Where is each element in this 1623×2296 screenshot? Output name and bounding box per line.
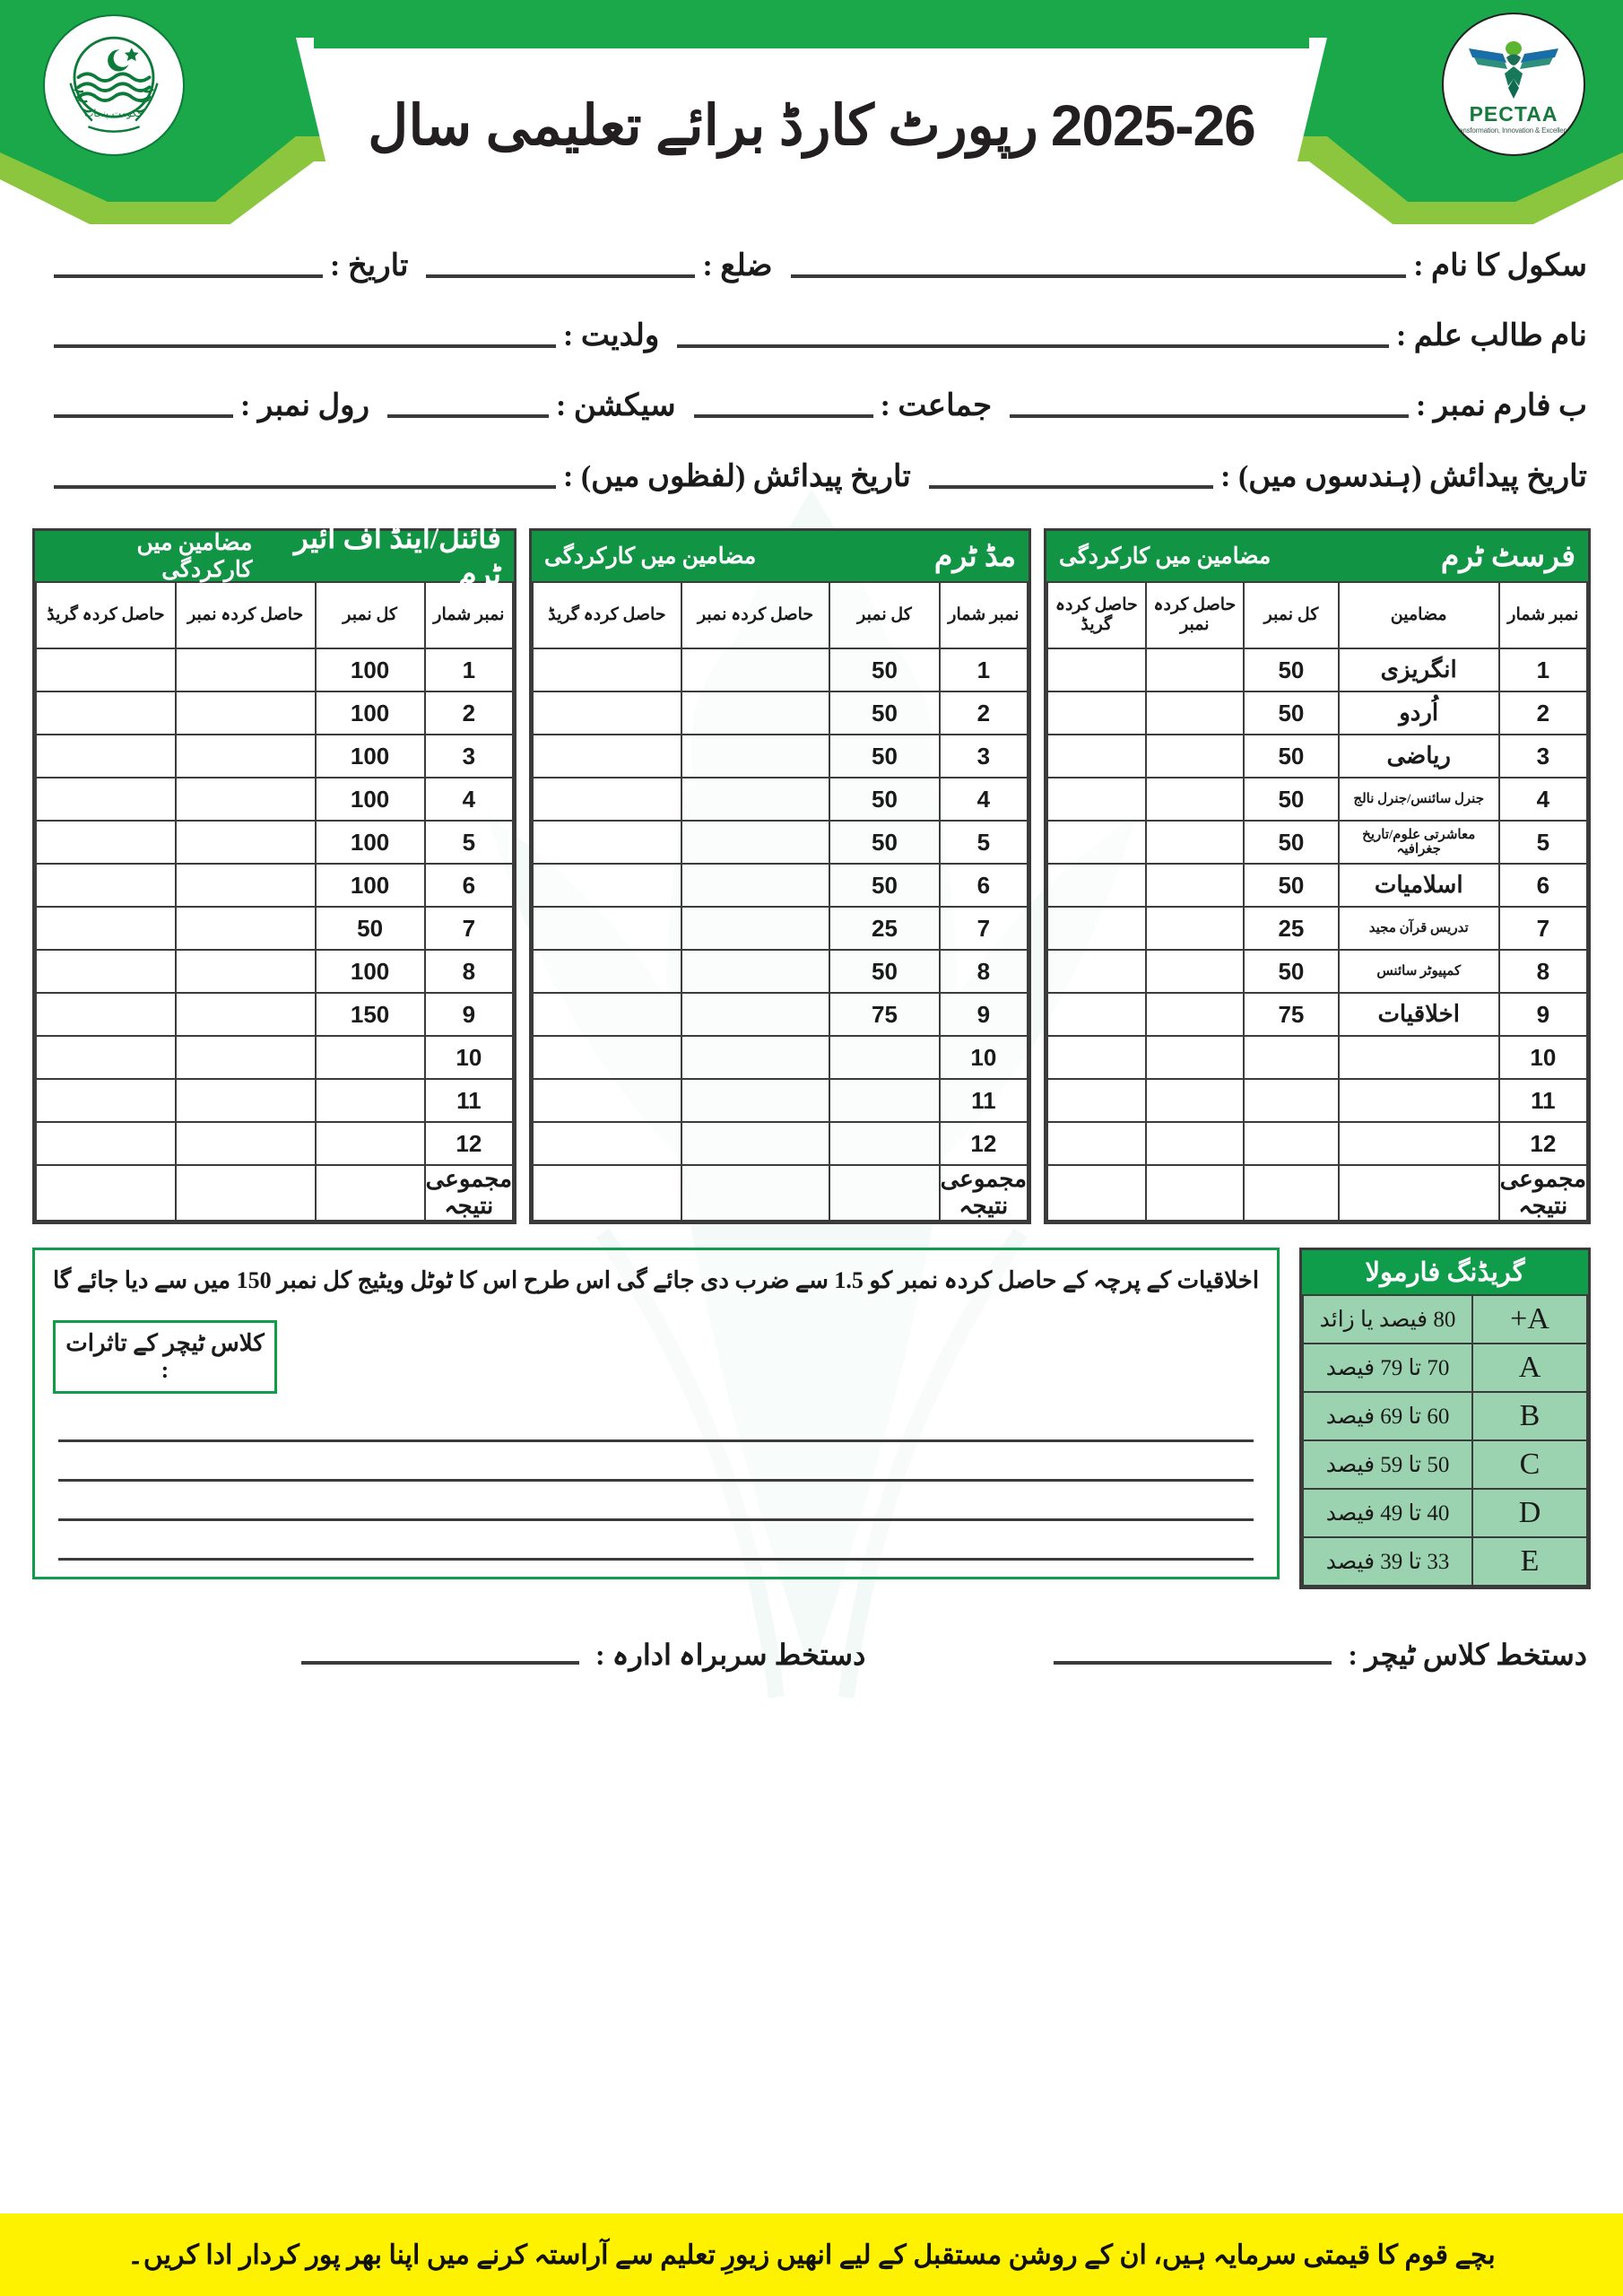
obtained-marks-cell[interactable] bbox=[1146, 1036, 1245, 1079]
obtained-marks-cell[interactable] bbox=[681, 864, 830, 907]
overall-result-row bbox=[533, 1165, 1028, 1221]
obtained-grade-cell[interactable] bbox=[36, 993, 176, 1036]
school-name-label: سکول کا نام : bbox=[1413, 249, 1587, 283]
bform-number-input[interactable] bbox=[1010, 414, 1409, 418]
table-row: 8 50 bbox=[533, 950, 1028, 993]
table-row: 5 50 bbox=[533, 821, 1028, 864]
result-subject-cell bbox=[1339, 1165, 1499, 1221]
obtained-grade-cell[interactable] bbox=[533, 907, 681, 950]
result-grade-cell[interactable] bbox=[1047, 1165, 1146, 1221]
table-row: 9 75 bbox=[533, 993, 1028, 1036]
class-label: جماعت : bbox=[880, 389, 993, 422]
remarks-line[interactable] bbox=[58, 1482, 1254, 1521]
grade-row: C 50 تا 59 فیصد bbox=[1303, 1440, 1587, 1489]
page-header bbox=[0, 0, 1623, 224]
table-row: 5 معاشرتی علوم/تاریخ جغرافیہ 50 bbox=[1047, 821, 1587, 864]
remarks-line[interactable] bbox=[58, 1521, 1254, 1561]
obtained-marks-cell[interactable] bbox=[1146, 907, 1245, 950]
form-row-school bbox=[36, 248, 1587, 283]
mid-term-header bbox=[532, 531, 1028, 581]
final-term-table bbox=[32, 523, 516, 1224]
dob-words-input[interactable] bbox=[54, 485, 556, 489]
section-input[interactable] bbox=[387, 414, 549, 418]
page-title bbox=[296, 54, 1327, 197]
table-row: 9 150 bbox=[36, 993, 513, 1036]
overall-result-row bbox=[36, 1165, 513, 1221]
subject-cell[interactable] bbox=[1339, 1036, 1499, 1079]
total-marks-cell[interactable] bbox=[316, 1122, 425, 1165]
final-term-subheading: مضامین میں کارکردگی bbox=[136, 531, 253, 582]
obtained-grade-cell[interactable] bbox=[1047, 821, 1146, 864]
date-input[interactable] bbox=[54, 274, 323, 278]
obtained-grade-cell[interactable] bbox=[533, 821, 681, 864]
result-total-cell[interactable] bbox=[1244, 1165, 1339, 1221]
obtained-marks-cell[interactable] bbox=[681, 1079, 830, 1122]
obtained-marks-cell[interactable] bbox=[1146, 1122, 1245, 1165]
table-row: 7 25 bbox=[533, 907, 1028, 950]
obtained-grade-cell[interactable] bbox=[1047, 1036, 1146, 1079]
remarks-line[interactable] bbox=[58, 1403, 1254, 1442]
obtained-grade-cell[interactable] bbox=[1047, 907, 1146, 950]
obtained-marks-cell[interactable] bbox=[176, 821, 316, 864]
remarks-line[interactable] bbox=[58, 1442, 1254, 1482]
class-teacher-signature-line[interactable] bbox=[1054, 1661, 1332, 1665]
obtained-grade-cell[interactable] bbox=[36, 821, 176, 864]
table-row: 2 100 bbox=[36, 691, 513, 735]
obtained-grade-cell[interactable] bbox=[1047, 864, 1146, 907]
table-row: 1 50 bbox=[533, 648, 1028, 691]
student-information-form bbox=[36, 248, 1587, 494]
first-term-subheading: مضامین میں کارکردگی bbox=[1059, 544, 1271, 569]
first-term-header bbox=[1046, 531, 1588, 581]
header-accent-bar bbox=[314, 38, 1309, 48]
school-name-input[interactable] bbox=[791, 274, 1407, 278]
pectaa-bird-icon bbox=[1465, 34, 1562, 100]
first-term-table bbox=[1044, 528, 1591, 1224]
obtained-marks-cell[interactable] bbox=[681, 1122, 830, 1165]
result-grade-cell[interactable] bbox=[36, 1165, 176, 1221]
pectaa-wordmark: PECTAA bbox=[1469, 102, 1558, 126]
obtained-grade-cell[interactable] bbox=[36, 778, 176, 821]
col-obtained-grade: حاصل کردہ گریڈ bbox=[533, 582, 681, 648]
table-row: 1 انگریزی 50 bbox=[1047, 648, 1587, 691]
mid-term-subheading: مضامین میں کارکردگی bbox=[544, 544, 757, 569]
obtained-grade-cell[interactable] bbox=[533, 993, 681, 1036]
total-marks-cell[interactable] bbox=[1244, 1036, 1339, 1079]
total-marks-cell[interactable] bbox=[1244, 1122, 1339, 1165]
col-obtained-marks: حاصل کردہ نمبر bbox=[1146, 582, 1245, 648]
table-row: 7 50 bbox=[36, 907, 513, 950]
obtained-marks-cell[interactable] bbox=[681, 950, 830, 993]
col-total-marks: کل نمبر bbox=[1244, 582, 1339, 648]
student-name-label: نام طالب علم : bbox=[1395, 319, 1587, 352]
table-row: 4 100 bbox=[36, 778, 513, 821]
head-of-institution-signature-line[interactable] bbox=[301, 1661, 579, 1665]
dob-digits-input[interactable] bbox=[929, 485, 1213, 489]
obtained-marks-cell[interactable] bbox=[681, 1036, 830, 1079]
obtained-grade-cell[interactable] bbox=[1047, 691, 1146, 735]
obtained-grade-cell[interactable] bbox=[36, 907, 176, 950]
class-teacher-signature bbox=[1054, 1638, 1587, 1672]
obtained-marks-cell[interactable] bbox=[176, 691, 316, 735]
table-row: 12 bbox=[533, 1122, 1028, 1165]
first-term-column-headers bbox=[1047, 582, 1587, 648]
table-row: 5 100 bbox=[36, 821, 513, 864]
obtained-grade-cell[interactable] bbox=[36, 864, 176, 907]
teacher-remarks-panel bbox=[32, 1248, 1280, 1579]
col-sr: نمبر شمار bbox=[425, 582, 513, 648]
total-marks-cell[interactable] bbox=[829, 1036, 939, 1079]
final-term-column-headers bbox=[36, 582, 513, 648]
pectaa-logo bbox=[1442, 13, 1585, 156]
obtained-marks-cell[interactable] bbox=[681, 778, 830, 821]
table-row: 11 bbox=[1047, 1079, 1587, 1122]
obtained-marks-cell[interactable] bbox=[681, 691, 830, 735]
obtained-marks-cell[interactable] bbox=[176, 864, 316, 907]
total-marks-cell[interactable] bbox=[1244, 1079, 1339, 1122]
obtained-marks-cell[interactable] bbox=[1146, 648, 1245, 691]
obtained-grade-cell[interactable] bbox=[533, 691, 681, 735]
table-row: 11 bbox=[36, 1079, 513, 1122]
table-row: 6 100 bbox=[36, 864, 513, 907]
table-row: 8 100 bbox=[36, 950, 513, 993]
grade-row: A 70 تا 79 فیصد bbox=[1303, 1344, 1587, 1392]
result-obtained-cell[interactable] bbox=[176, 1165, 316, 1221]
student-name-input[interactable] bbox=[677, 344, 1389, 348]
table-row: 4 جنرل سائنس/جنرل نالج 50 bbox=[1047, 778, 1587, 821]
form-row-enrollment bbox=[36, 387, 1587, 423]
obtained-grade-cell[interactable] bbox=[36, 1079, 176, 1122]
obtained-marks-cell[interactable] bbox=[1146, 864, 1245, 907]
grade-row: D 40 تا 49 فیصد bbox=[1303, 1489, 1587, 1537]
obtained-grade-cell[interactable] bbox=[36, 735, 176, 778]
pectaa-tagline: Transformation, Innovation & Excellence bbox=[1453, 126, 1575, 135]
obtained-grade-cell[interactable] bbox=[533, 1122, 681, 1165]
punjab-crest-icon bbox=[55, 26, 173, 144]
father-name-input[interactable] bbox=[54, 344, 556, 348]
col-total-marks: کل نمبر bbox=[829, 582, 939, 648]
obtained-marks-cell[interactable] bbox=[681, 993, 830, 1036]
mid-term-column-headers bbox=[533, 582, 1028, 648]
overall-result-label: مجموعی نتیجہ bbox=[1499, 1166, 1586, 1219]
district-label: ضلع : bbox=[702, 249, 773, 283]
table-row: 4 50 bbox=[533, 778, 1028, 821]
result-obtained-cell[interactable] bbox=[1146, 1165, 1245, 1221]
obtained-grade-cell[interactable] bbox=[36, 1036, 176, 1079]
footer-message-banner bbox=[0, 2213, 1623, 2296]
obtained-marks-cell[interactable] bbox=[176, 907, 316, 950]
table-row: 9 اخلاقیات 75 bbox=[1047, 993, 1587, 1036]
form-row-dob bbox=[36, 457, 1587, 494]
table-row: 1 100 bbox=[36, 648, 513, 691]
obtained-grade-cell[interactable] bbox=[1047, 993, 1146, 1036]
obtained-grade-cell[interactable] bbox=[1047, 735, 1146, 778]
grade-row: B 60 تا 69 فیصد bbox=[1303, 1392, 1587, 1440]
obtained-grade-cell[interactable] bbox=[36, 691, 176, 735]
obtained-marks-cell[interactable] bbox=[1146, 993, 1245, 1036]
table-row: 10 bbox=[533, 1036, 1028, 1079]
table-row: 10 bbox=[36, 1036, 513, 1079]
bform-number-label: ب فارم نمبر : bbox=[1415, 389, 1587, 422]
total-marks-cell[interactable] bbox=[316, 1036, 425, 1079]
table-row: 12 bbox=[36, 1122, 513, 1165]
obtained-grade-cell[interactable] bbox=[36, 1122, 176, 1165]
obtained-grade-cell[interactable] bbox=[1047, 778, 1146, 821]
table-row: 10 bbox=[1047, 1036, 1587, 1079]
table-row: 3 ریاضی 50 bbox=[1047, 735, 1587, 778]
mid-term-title: مڈ ٹرم bbox=[933, 541, 1016, 573]
obtained-marks-cell[interactable] bbox=[176, 1122, 316, 1165]
obtained-marks-cell[interactable] bbox=[681, 821, 830, 864]
class-teacher-remarks-label: کلاس ٹیچر کے تاثرات : bbox=[53, 1320, 277, 1394]
table-row: 3 50 bbox=[533, 735, 1028, 778]
obtained-marks-cell[interactable] bbox=[681, 907, 830, 950]
akhlaqiyat-weightage-note: اخلاقیات کے پرچہ کے حاصل کردہ نمبر کو 1.5 سے ضرب دی جائے گی اس طرح اس کا ٹوٹل ویٹیج کل نمبر 150 میں سے دیا جائے گا bbox=[53, 1267, 1260, 1293]
remarks-writing-lines bbox=[53, 1394, 1259, 1561]
grade-row: A+ 80 فیصد یا زائد bbox=[1303, 1295, 1587, 1344]
subject-cell[interactable] bbox=[1339, 1122, 1499, 1165]
roll-number-label: رول نمبر : bbox=[240, 389, 370, 422]
obtained-marks-cell[interactable] bbox=[1146, 821, 1245, 864]
obtained-grade-cell[interactable] bbox=[533, 1079, 681, 1122]
obtained-marks-cell[interactable] bbox=[1146, 691, 1245, 735]
obtained-marks-cell[interactable] bbox=[1146, 950, 1245, 993]
obtained-grade-cell[interactable] bbox=[1047, 950, 1146, 993]
obtained-marks-cell[interactable] bbox=[1146, 1079, 1245, 1122]
obtained-marks-cell[interactable] bbox=[176, 735, 316, 778]
table-row: 2 اُردو 50 bbox=[1047, 691, 1587, 735]
head-of-institution-signature bbox=[301, 1638, 865, 1672]
overall-result-row bbox=[1047, 1165, 1587, 1221]
final-term-header bbox=[35, 523, 514, 591]
lower-section bbox=[32, 1248, 1591, 1589]
class-input[interactable] bbox=[694, 414, 873, 418]
page-title-text: رپورٹ کارڈ برائے تعلیمی سال bbox=[368, 96, 1038, 157]
obtained-grade-cell[interactable] bbox=[533, 864, 681, 907]
table-row: 7 تدریس قرآن مجید 25 bbox=[1047, 907, 1587, 950]
table-row: 6 اسلامیات 50 bbox=[1047, 864, 1587, 907]
result-obtained-cell[interactable] bbox=[681, 1165, 830, 1221]
dob-digits-label: تاریخ پیدائش (ہندسوں میں) : bbox=[1220, 460, 1587, 493]
first-term-title: فرسٹ ٹرم bbox=[1440, 541, 1575, 573]
table-row: 3 100 bbox=[36, 735, 513, 778]
col-sr: نمبر شمار bbox=[940, 582, 1028, 648]
col-total-marks: کل نمبر bbox=[316, 582, 425, 648]
obtained-grade-cell[interactable] bbox=[36, 950, 176, 993]
grading-formula-title: گریڈنگ فارمولا bbox=[1302, 1250, 1588, 1294]
result-total-cell[interactable] bbox=[316, 1165, 425, 1221]
table-row: 11 bbox=[533, 1079, 1028, 1122]
obtained-marks-cell[interactable] bbox=[1146, 778, 1245, 821]
term-marks-tables bbox=[32, 523, 1591, 1224]
obtained-grade-cell[interactable] bbox=[533, 735, 681, 778]
obtained-grade-cell[interactable] bbox=[533, 778, 681, 821]
class-teacher-signature-label: دستخط کلاس ٹیچر : bbox=[1348, 1639, 1587, 1671]
obtained-marks-cell[interactable] bbox=[1146, 735, 1245, 778]
col-obtained-grade: حاصل کردہ گریڈ bbox=[36, 582, 176, 648]
obtained-grade-cell[interactable] bbox=[533, 950, 681, 993]
total-marks-cell[interactable] bbox=[829, 1122, 939, 1165]
obtained-grade-cell[interactable] bbox=[533, 1036, 681, 1079]
obtained-marks-cell[interactable] bbox=[176, 778, 316, 821]
government-of-punjab-emblem bbox=[43, 14, 185, 156]
dob-words-label: تاریخ پیدائش (لفظوں میں) : bbox=[563, 460, 911, 493]
result-total-cell[interactable] bbox=[829, 1165, 939, 1221]
final-term-title: فائنل/اینڈ آف ائیر ٹرم bbox=[293, 523, 501, 591]
subject-cell[interactable] bbox=[1339, 1079, 1499, 1122]
total-marks-cell[interactable] bbox=[829, 1079, 939, 1122]
section-label: سیکشن : bbox=[556, 389, 676, 422]
overall-result-label: مجموعی نتیجہ bbox=[940, 1166, 1027, 1219]
svg-text:حکومت پنجاب: حکومت پنجاب bbox=[84, 108, 143, 120]
overall-result-label: مجموعی نتیجہ bbox=[425, 1166, 512, 1219]
obtained-marks-cell[interactable] bbox=[176, 1079, 316, 1122]
footer-message-text: بچے قوم کا قیمتی سرمایہ ہیں، ان کے روشن مستقبل کے لیے انھیں زیورِ تعلیم سے آراستہ کرنے میں اپنا بھر پور کردار ادا کریں۔ bbox=[127, 2239, 1496, 2270]
col-obtained-grade: حاصل کردہ گریڈ bbox=[1047, 582, 1146, 648]
form-row-student bbox=[36, 317, 1587, 353]
table-row: 6 50 bbox=[533, 864, 1028, 907]
district-input[interactable] bbox=[426, 274, 695, 278]
obtained-grade-cell[interactable] bbox=[36, 648, 176, 691]
obtained-marks-cell[interactable] bbox=[176, 1036, 316, 1079]
head-of-institution-signature-label: دستخط سربراہ ادارہ : bbox=[595, 1639, 866, 1671]
date-label: تاریخ : bbox=[330, 249, 409, 283]
col-obtained-marks: حاصل کردہ نمبر bbox=[681, 582, 830, 648]
table-row: 2 50 bbox=[533, 691, 1028, 735]
academic-year: 2025-26 bbox=[1050, 93, 1255, 158]
grading-formula-table bbox=[1299, 1248, 1591, 1589]
grade-row: E 33 تا 39 فیصد bbox=[1303, 1537, 1587, 1586]
table-row: 12 bbox=[1047, 1122, 1587, 1165]
obtained-grade-cell[interactable] bbox=[1047, 1079, 1146, 1122]
table-row: 8 کمپیوٹر سائنس 50 bbox=[1047, 950, 1587, 993]
col-sr: نمبر شمار bbox=[1499, 582, 1587, 648]
obtained-marks-cell[interactable] bbox=[176, 950, 316, 993]
roll-number-input[interactable] bbox=[54, 414, 233, 418]
obtained-marks-cell[interactable] bbox=[681, 648, 830, 691]
col-subject: مضامین bbox=[1339, 582, 1499, 648]
signature-section bbox=[36, 1638, 1587, 1672]
result-grade-cell[interactable] bbox=[533, 1165, 681, 1221]
obtained-grade-cell[interactable] bbox=[1047, 1122, 1146, 1165]
total-marks-cell[interactable] bbox=[316, 1079, 425, 1122]
obtained-marks-cell[interactable] bbox=[176, 648, 316, 691]
mid-term-table bbox=[529, 528, 1031, 1224]
obtained-marks-cell[interactable] bbox=[681, 735, 830, 778]
col-obtained-marks: حاصل کردہ نمبر bbox=[176, 582, 316, 648]
obtained-grade-cell[interactable] bbox=[1047, 648, 1146, 691]
father-name-label: ولدیت : bbox=[563, 319, 660, 352]
obtained-grade-cell[interactable] bbox=[533, 648, 681, 691]
obtained-marks-cell[interactable] bbox=[176, 993, 316, 1036]
